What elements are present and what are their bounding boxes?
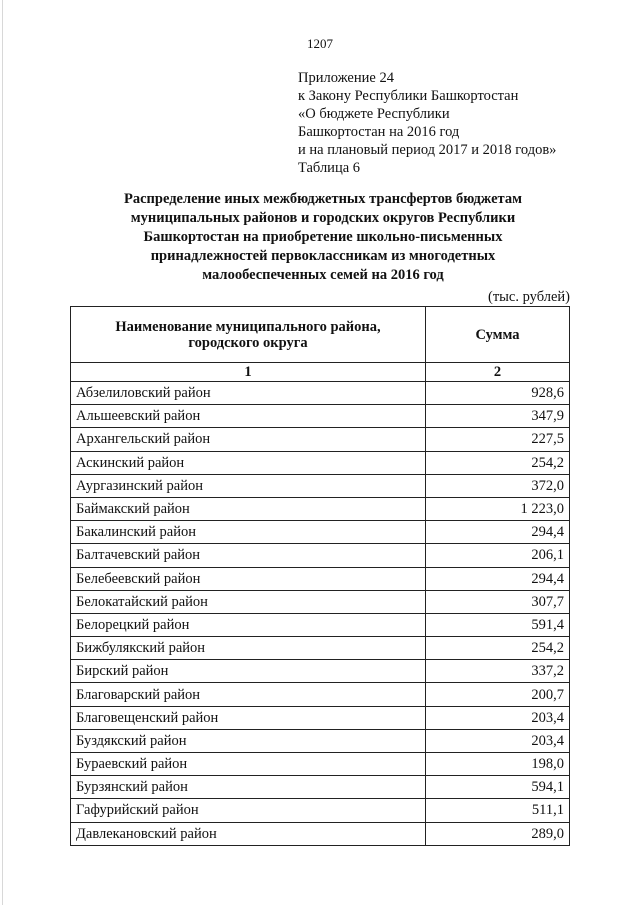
- amount-cell: 203,4: [426, 706, 570, 729]
- page-number: 1207: [307, 36, 333, 51]
- amount-cell: 372,0: [426, 474, 570, 497]
- district-name-cell: Белорецкий район: [71, 613, 426, 636]
- table-row: [71, 683, 570, 706]
- amount-cell: 337,2: [426, 660, 570, 683]
- title-line: малообеспеченных семей на 2016 год: [202, 267, 444, 283]
- transfers-table: [70, 306, 570, 846]
- amount-cell: 307,7: [426, 590, 570, 613]
- table-row: [71, 405, 570, 428]
- amount-cell: 591,4: [426, 613, 570, 636]
- appendix-line: к Закону Республики Башкортостан: [298, 88, 519, 104]
- appendix-line: и на плановый период 2017 и 2018 годов»: [298, 142, 557, 158]
- title-line: Распределение иных межбюджетных трансфертов бюджетам: [124, 191, 522, 207]
- table-row: [71, 729, 570, 752]
- district-name-cell: Бураевский район: [71, 753, 426, 776]
- district-name-cell: Гафурийский район: [71, 799, 426, 822]
- table-row: [71, 544, 570, 567]
- amount-cell: 1 223,0: [426, 497, 570, 520]
- table-row: [71, 776, 570, 799]
- table-row: [71, 799, 570, 822]
- appendix-line: Приложение 24: [298, 70, 394, 86]
- column-number-2: 2: [426, 363, 570, 382]
- district-name-cell: Бурзянский район: [71, 776, 426, 799]
- amount-cell: 294,4: [426, 567, 570, 590]
- table-row: [71, 382, 570, 405]
- amount-cell: 254,2: [426, 451, 570, 474]
- table-row: [71, 451, 570, 474]
- table-row: [71, 521, 570, 544]
- amount-cell: 347,9: [426, 405, 570, 428]
- amount-cell: 254,2: [426, 637, 570, 660]
- appendix-line: «О бюджете Республики: [298, 106, 450, 122]
- appendix-line: Башкортостан на 2016 год: [298, 124, 460, 140]
- header-sum-cell: Сумма: [426, 307, 570, 363]
- amount-cell: 203,4: [426, 729, 570, 752]
- district-name-cell: Аургазинский район: [71, 474, 426, 497]
- district-name-cell: Бакалинский район: [71, 521, 426, 544]
- table-row: [71, 428, 570, 451]
- table-row: [71, 822, 570, 845]
- amount-cell: 594,1: [426, 776, 570, 799]
- units-label: (тыс. рублей): [488, 289, 570, 305]
- table-row: [71, 474, 570, 497]
- amount-cell: 227,5: [426, 428, 570, 451]
- district-name-cell: Балтачевский район: [71, 544, 426, 567]
- title-line: Башкортостан на приобретение школьно-письменных: [143, 229, 503, 245]
- header-name-cell: [71, 307, 426, 363]
- district-name-cell: Альшеевский район: [71, 405, 426, 428]
- district-name-cell: Давлекановский район: [71, 822, 426, 845]
- table-row: [71, 753, 570, 776]
- table-row: [71, 567, 570, 590]
- district-name-cell: Белокатайский район: [71, 590, 426, 613]
- district-name-cell: Абзелиловский район: [71, 382, 426, 405]
- amount-cell: 928,6: [426, 382, 570, 405]
- column-number-1: 1: [71, 363, 426, 382]
- district-name-cell: Архангельский район: [71, 428, 426, 451]
- amount-cell: 206,1: [426, 544, 570, 567]
- amount-cell: 294,4: [426, 521, 570, 544]
- scan-edge-line: [2, 0, 3, 905]
- district-name-cell: Белебеевский район: [71, 567, 426, 590]
- table-body: [71, 382, 570, 846]
- district-name-cell: Бижбулякский район: [71, 637, 426, 660]
- amount-cell: 511,1: [426, 799, 570, 822]
- district-name-cell: Баймакский район: [71, 497, 426, 520]
- document-title: [100, 190, 546, 285]
- district-name-cell: Буздякский район: [71, 729, 426, 752]
- district-name-cell: Бирский район: [71, 660, 426, 683]
- header-name-line: Наименование муниципального района,: [115, 318, 381, 335]
- table-row: [71, 637, 570, 660]
- appendix-block: [298, 69, 556, 177]
- amount-cell: 200,7: [426, 683, 570, 706]
- title-line: принадлежностей первоклассникам из многодетных: [150, 248, 496, 264]
- district-name-cell: Благовещенский район: [71, 706, 426, 729]
- table-row: [71, 613, 570, 636]
- amount-cell: 289,0: [426, 822, 570, 845]
- title-line: муниципальных районов и городских округов Республики: [130, 210, 516, 226]
- district-name-cell: Благоварский район: [71, 683, 426, 706]
- table-row: [71, 497, 570, 520]
- appendix-line: Таблица 6: [298, 160, 361, 176]
- amount-cell: 198,0: [426, 753, 570, 776]
- table-row: [71, 590, 570, 613]
- table-row: [71, 706, 570, 729]
- header-name-line: городского округа: [188, 334, 308, 351]
- district-name-cell: Аскинский район: [71, 451, 426, 474]
- table-row: [71, 660, 570, 683]
